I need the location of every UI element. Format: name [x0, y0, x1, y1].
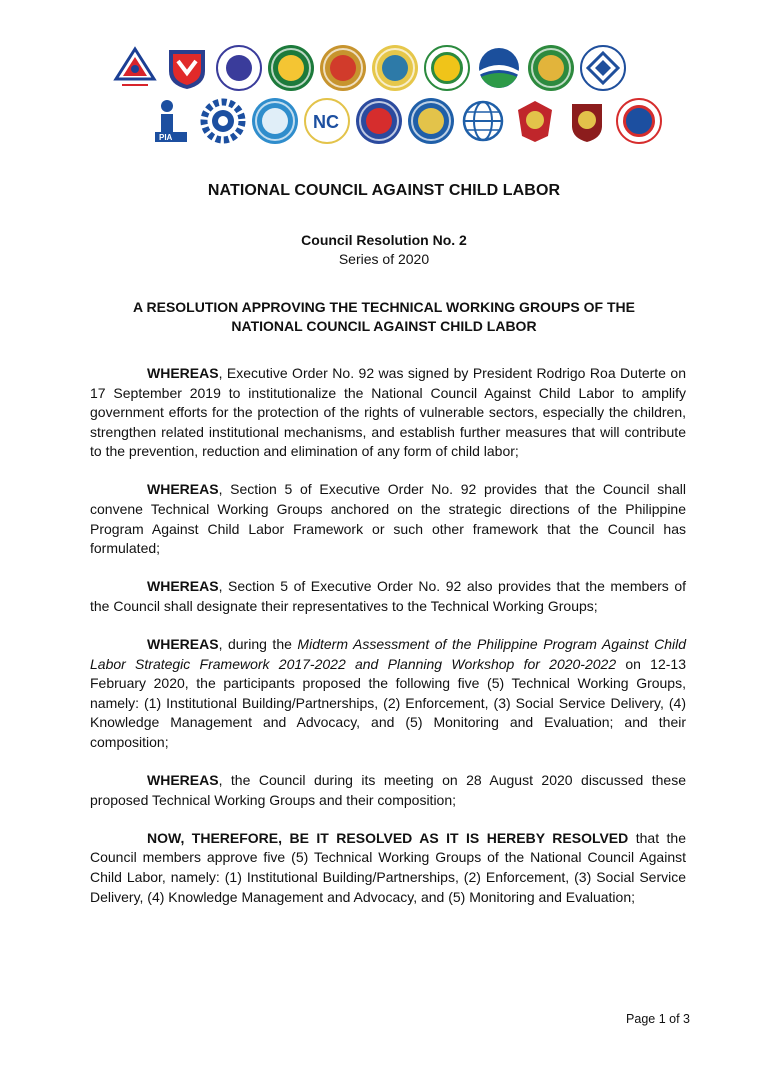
nbi-badge-icon: [564, 98, 610, 144]
neda-seal-icon: [528, 45, 574, 91]
resolved-paragraph: [90, 829, 686, 907]
resolution-title-line-1: A RESOLUTION APPROVING THE TECHNICAL WORKING GROUPS OF THE: [133, 299, 635, 315]
workshop-title: Midterm Assessment of the Philippine Program Against Child Labor Strategic Framework 2017-2022 and Planning Workshop for 2020-2022: [90, 636, 687, 672]
dti-logo-icon: [580, 45, 626, 91]
paragraph-text: that the Council members approve five (5) Technical Working Groups of the National Council Against Child Labor, namely: (1) Institutional Building/Partnerships, (2) Enforcement, (3) Social Service Delivery, (4) Knowledge Management and Advocacy, and (5) Monitoring and Evaluation;: [90, 829, 687, 905]
paragraph-lead: WHEREAS: [147, 578, 219, 595]
denr-logo-icon: [476, 45, 522, 91]
dswd-shield-logo-icon: [164, 45, 210, 91]
paragraph-lead: WHEREAS: [147, 772, 219, 789]
tesda-gear-logo-icon: [200, 98, 246, 144]
dfa-globe-logo-icon: [460, 98, 506, 144]
paragraph-text: , Executive Order No. 92 was signed by President Rodrigo Roa Duterte on 17 September 2019 to institutionalize the National Council Against Child Labor to amplify government efforts for the protection of the rights of vulnerable sectors, especially the children, strengthen related institutional mechanisms, and establish further measures that will contribute to the prevention, reduction and elimination of any form of child labor;: [90, 365, 686, 460]
pcw-seal-icon: [616, 98, 662, 144]
paragraph-text: , Section 5 of Executive Order No. 92 provides that the Council shall convene Technical Working Groups anchored on the strategic directions of the Philippine Program Against Child Labor Framework or such other framework that the Council has formulated;: [90, 481, 686, 557]
nc-logo-icon: [304, 98, 350, 144]
whereas-paragraph-4: [90, 635, 686, 753]
whereas-paragraph-2: [90, 480, 686, 558]
whereas-paragraph-1: [90, 364, 686, 462]
paragraph-lead: WHEREAS: [147, 636, 219, 653]
svg-text:NC: NC: [313, 112, 339, 132]
paragraph-text: , Section 5 of Executive Order No. 92 also provides that the members of the Council shall designate their representatives to the Technical Working Groups;: [90, 578, 686, 614]
ncacl-flag-logo-icon: [112, 45, 158, 91]
resolution-number: Council Resolution No. 2: [301, 232, 467, 248]
da-seal-icon: [424, 45, 470, 91]
page-indicator: Page 1 of 3: [626, 1012, 690, 1026]
resolution-title-line-2: NATIONAL COUNCIL AGAINST CHILD LABOR: [231, 318, 537, 334]
paragraph-lead: NOW, THEREFORE, BE IT RESOLVED AS IT IS HEREBY RESOLVED: [147, 829, 629, 846]
pnp-badge-icon: [512, 98, 558, 144]
resolution-title: [100, 298, 668, 336]
svg-text:PIA: PIA: [159, 133, 173, 142]
agency-logos-row-1: [112, 45, 626, 91]
paragraph-text: , during the: [218, 636, 298, 653]
chr-seal-icon: [356, 98, 402, 144]
paragraph-lead: WHEREAS: [147, 481, 219, 498]
paragraph-text: on 12-13 February 2020, the participants proposed the following five (5) Technical Working Groups, namely: (1) Institutional Building/Partnerships, (2) Enforcement, (3) Social Service Delivery, (4) Knowledge Management and Advocacy, and (5) Monitoring and Evaluation; and their composition;: [90, 655, 686, 750]
dole-seal-icon: [372, 45, 418, 91]
cwc-seal-icon: [252, 98, 298, 144]
resolution-body: [90, 364, 686, 926]
resolution-series: Series of 2020: [338, 251, 430, 267]
ncip-seal-icon: [408, 98, 454, 144]
paragraph-text: , the Council during its meeting on 28 August 2020 discussed these proposed Technical Working Groups and their composition;: [90, 772, 686, 808]
whereas-paragraph-5: [90, 771, 686, 810]
paragraph-lead: WHEREAS: [147, 365, 219, 381]
doh-seal-icon: [320, 45, 366, 91]
whereas-paragraph-3: [90, 577, 686, 616]
pia-logo-icon: [148, 98, 194, 144]
dilg-seal-icon: [268, 45, 314, 91]
deped-seal-icon: [216, 45, 262, 91]
agency-logos-row-2: [148, 98, 662, 144]
council-title: NATIONAL COUNCIL AGAINST CHILD LABOR: [207, 182, 561, 199]
